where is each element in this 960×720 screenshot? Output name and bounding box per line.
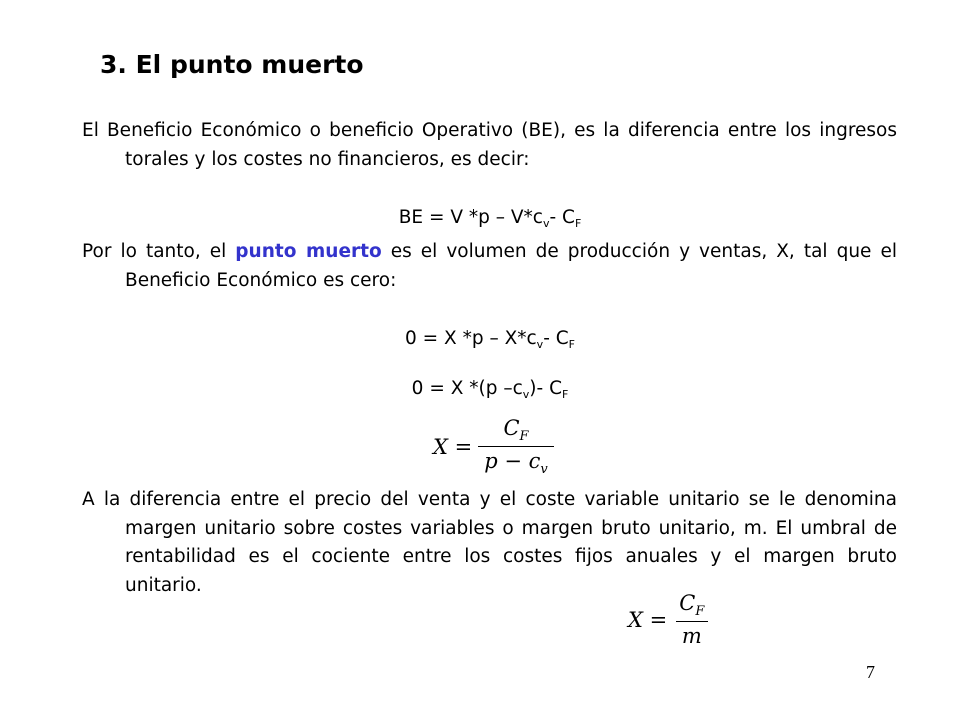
formula-breakeven-den-sub: v: [540, 462, 548, 477]
highlight-punto-muerto: punto muerto: [235, 241, 382, 262]
formula-margin-fraction: [673, 591, 710, 648]
equation-zero-1-sub-v: v: [536, 338, 544, 351]
equation-zero-2-main: 0 = X *(p –c: [411, 378, 523, 399]
formula-margin-num-main: C: [679, 591, 696, 615]
formula-breakeven-num-main: C: [503, 416, 520, 440]
equation-be: [0, 205, 960, 237]
formula-margin: [628, 591, 710, 648]
formula-breakeven-num-sub: F: [519, 429, 529, 444]
paragraph-margen: A la diferencia entre el precio del venta y el coste variable unitario se le denomina margen unitario sobre costes variables o margen bruto unitario, m. El umbral de rentabilidad es el cociente entre los costes fijos anuales y el margen bruto unitario.: [82, 489, 897, 596]
page-number: 7: [866, 662, 875, 682]
equation-zero-2-mid: )- C: [529, 378, 562, 399]
paragraph-definition: El Beneficio Económico o beneficio Operativo (BE), es la diferencia entre los ingresos torales y los costes no financieros, es decir:: [82, 120, 897, 170]
slide-title: 3. El punto muerto: [100, 50, 364, 79]
equation-be-sub-f: F: [574, 217, 582, 230]
equation-zero-1: [0, 326, 960, 358]
formula-margin-den-main: m: [681, 624, 702, 648]
formula-margin-denominator: [676, 621, 708, 648]
formula-margin-numerator: [673, 591, 710, 621]
formula-breakeven-numerator: [497, 416, 534, 446]
equation-be-mid: - C: [549, 207, 575, 228]
formula-breakeven: [433, 416, 554, 477]
paragraph-punto-muerto: [82, 238, 897, 295]
formula-breakeven-lhs: X =: [433, 434, 473, 459]
paragraph-punto-muerto-before: Por lo tanto, el: [82, 241, 236, 262]
equation-be-sub-v: v: [542, 217, 550, 230]
formula-breakeven-den-main: p − c: [484, 449, 541, 473]
equation-zero-1-main: 0 = X *p – X*c: [404, 328, 537, 349]
equation-zero-1-mid: - C: [543, 328, 569, 349]
formula-margin-lhs: X =: [628, 607, 668, 632]
equation-be-main: BE = V *p – V*c: [398, 207, 543, 228]
paragraph-punto-muerto-after: es el volumen de producción y ventas, X, tal que el Beneficio Económico es cero:: [125, 241, 897, 291]
formula-breakeven-denominator: [478, 446, 554, 477]
formula-margin-num-sub: F: [695, 604, 705, 619]
formula-breakeven-fraction: [478, 416, 554, 477]
equation-zero-2: [0, 376, 960, 408]
equation-zero-2-sub-f: F: [562, 388, 569, 401]
equation-zero-1-sub-f: F: [568, 338, 575, 351]
equation-zero-2-sub-v: v: [522, 388, 530, 401]
